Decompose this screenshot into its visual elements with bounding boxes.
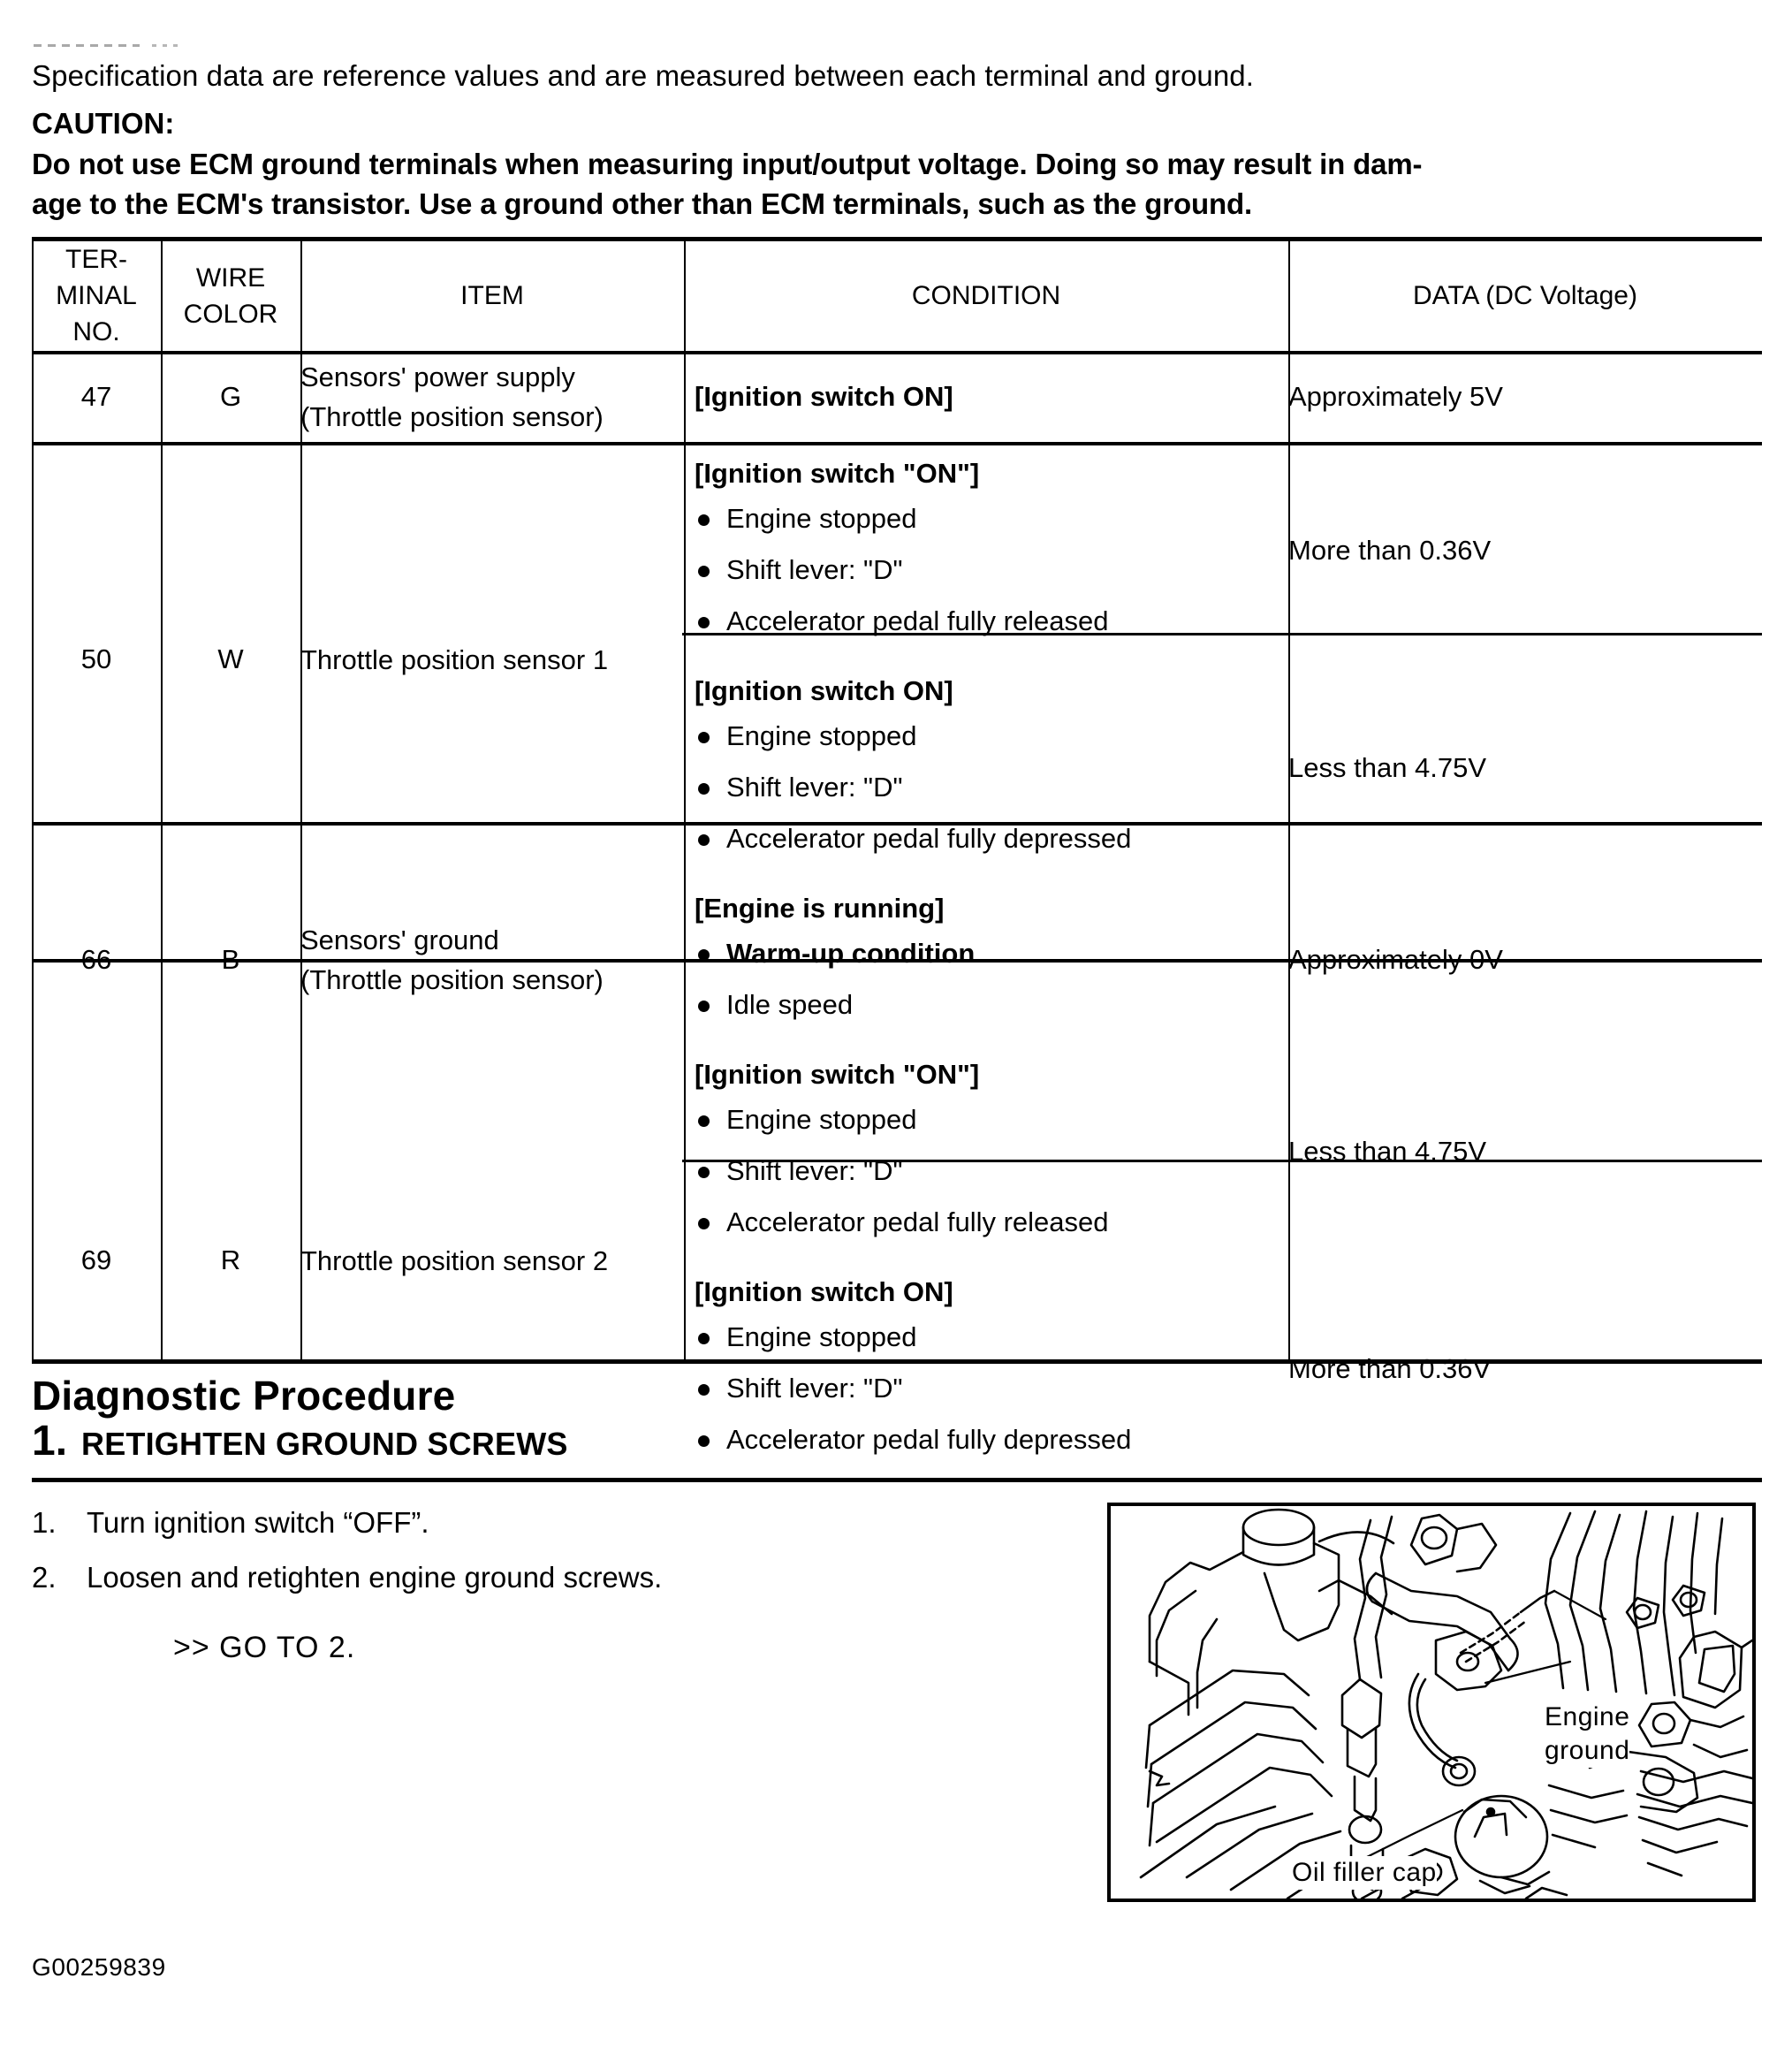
condition-bullet: Accelerator pedal fully depressed bbox=[684, 813, 1288, 864]
header-terminal-no-line3: NO. bbox=[72, 317, 120, 346]
condition-bullet-list bbox=[684, 493, 1288, 647]
table-row bbox=[32, 877, 1762, 1043]
condition-heading: [Ignition switch ON] bbox=[695, 380, 953, 412]
condition-block bbox=[684, 442, 1288, 659]
header-wire-color bbox=[161, 240, 300, 351]
cell-item bbox=[300, 351, 684, 442]
cell-data: Less than 4.75V bbox=[1288, 752, 1487, 783]
condition-bullet: Engine stopped bbox=[684, 1094, 1288, 1145]
header-wire-color-line1: WIRE bbox=[195, 263, 266, 293]
procedure-step-list bbox=[32, 1495, 1048, 1605]
caution-line-2: age to the ECM's transistor. Use a ground other than ECM terminals, such as the ground. bbox=[32, 187, 1253, 220]
intro-text: Specification data are reference values and are measured between each terminal and ground. bbox=[32, 59, 1255, 92]
cell-item bbox=[300, 442, 684, 877]
condition-bullet: Shift lever: "D" bbox=[684, 1363, 1288, 1414]
cell-data: More than 0.36V bbox=[1288, 1353, 1492, 1384]
figure-label-engine-ground-line1: Engine bbox=[1545, 1702, 1630, 1731]
condition-bullet: Warm-up condition bbox=[684, 928, 1288, 979]
procedure-step bbox=[32, 1495, 1048, 1550]
cell-condition bbox=[684, 1260, 1288, 1478]
condition-bullet: Accelerator pedal fully released bbox=[684, 596, 1288, 647]
table-row bbox=[32, 442, 1762, 659]
cell-condition bbox=[684, 1043, 1288, 1260]
scan-artifact bbox=[34, 44, 140, 47]
condition-bullet: Engine stopped bbox=[684, 1312, 1288, 1363]
condition-bullet-list bbox=[684, 1312, 1288, 1465]
figure-label-engine-ground-line2: ground bbox=[1545, 1736, 1630, 1765]
cell-condition bbox=[684, 351, 1288, 442]
cell-data: Less than 4.75V bbox=[1288, 1136, 1487, 1167]
table-header bbox=[32, 240, 1762, 351]
cell-data: Approximately 0V bbox=[1288, 944, 1503, 975]
cell-data: More than 0.36V bbox=[1288, 535, 1492, 566]
procedure-step-text: Turn ignition switch “OFF”. bbox=[87, 1506, 429, 1539]
scan-artifact-secondary bbox=[152, 44, 182, 47]
caution-body bbox=[32, 144, 1777, 224]
procedure-step bbox=[32, 1550, 1048, 1605]
condition-heading: [Engine is running] bbox=[695, 893, 945, 924]
condition-heading: [Ignition switch "ON"] bbox=[695, 1059, 980, 1090]
header-condition: CONDITION bbox=[911, 281, 1061, 310]
cell-terminal-no: 47 bbox=[80, 380, 112, 412]
step-number: 1. bbox=[32, 1418, 68, 1465]
step-title: RETIGHTEN GROUND SCREWS bbox=[81, 1426, 568, 1462]
cell-terminal-no: 50 bbox=[80, 643, 112, 674]
cell-wire-color: W bbox=[217, 643, 244, 674]
condition-bullet: Idle speed bbox=[684, 979, 1288, 1031]
cell-data: Approximately 5V bbox=[1288, 380, 1503, 412]
caution-label: CAUTION: bbox=[32, 107, 175, 140]
condition-bullet: Accelerator pedal fully released bbox=[684, 1197, 1288, 1248]
header-wire-color-line2: COLOR bbox=[183, 299, 278, 329]
table-row bbox=[32, 1043, 1762, 1260]
step-underline bbox=[32, 1478, 1762, 1482]
diagnostic-procedure-title: Diagnostic Procedure bbox=[32, 1373, 456, 1419]
condition-bullet-list bbox=[684, 928, 1288, 1031]
figure-label-engine-ground bbox=[1545, 1701, 1629, 1768]
document-code: G00259839 bbox=[32, 1953, 166, 1981]
cell-item-line1: Sensors' power supply bbox=[300, 361, 575, 392]
table-row bbox=[32, 351, 1762, 442]
cell-wire-color: B bbox=[221, 944, 240, 975]
cell-item-line1: Throttle position sensor 1 bbox=[300, 643, 609, 675]
condition-bullet: Shift lever: "D" bbox=[684, 1145, 1288, 1197]
engine-ground-figure bbox=[1107, 1503, 1756, 1902]
cell-item-line2: (Throttle position sensor) bbox=[300, 400, 604, 432]
cell-condition bbox=[684, 659, 1288, 877]
condition-heading: [Ignition switch "ON"] bbox=[695, 458, 980, 489]
header-data: DATA (DC Voltage) bbox=[1413, 281, 1637, 310]
caution-line-1: Do not use ECM ground terminals when measuring input/output voltage. Doing so may result in dam- bbox=[32, 148, 1423, 180]
goto-instruction: >> GO TO 2. bbox=[173, 1631, 356, 1664]
cell-item-line2: (Throttle position sensor) bbox=[300, 964, 604, 995]
table-header-row bbox=[32, 240, 1762, 351]
condition-bullet: Accelerator pedal fully depressed bbox=[684, 1414, 1288, 1465]
condition-heading: [Ignition switch ON] bbox=[695, 675, 953, 706]
condition-block bbox=[684, 1043, 1288, 1260]
condition-bullet: Engine stopped bbox=[684, 493, 1288, 544]
condition-bullet: Shift lever: "D" bbox=[684, 762, 1288, 813]
cell-terminal-no: 69 bbox=[80, 1244, 112, 1275]
figure-label-oil-filler-cap: Oil filler cap bbox=[1292, 1856, 1437, 1890]
cell-terminal-no: 66 bbox=[80, 944, 112, 975]
procedure-step-number: 2. bbox=[32, 1561, 57, 1594]
procedure-step-text: Loosen and retighten engine ground screws. bbox=[87, 1561, 663, 1594]
condition-block bbox=[684, 1260, 1288, 1478]
condition-heading: [Ignition switch ON] bbox=[695, 1276, 953, 1307]
condition-block bbox=[684, 659, 1288, 877]
cell-item bbox=[300, 877, 684, 1043]
header-terminal-no bbox=[32, 240, 161, 351]
condition-bullet-list bbox=[684, 1094, 1288, 1248]
condition-bullet-list bbox=[684, 711, 1288, 864]
cell-wire-color: G bbox=[219, 380, 242, 412]
cell-condition bbox=[684, 877, 1288, 1043]
condition-bullet: Engine stopped bbox=[684, 711, 1288, 762]
engine-bay-line-drawing bbox=[1111, 1506, 1752, 1899]
header-terminal-no-line2: MINAL bbox=[56, 281, 137, 310]
table-body bbox=[32, 351, 1762, 1478]
cell-wire-color: R bbox=[220, 1244, 241, 1275]
procedure-step-number: 1. bbox=[32, 1506, 57, 1539]
specification-table bbox=[32, 240, 1762, 1478]
cell-item-line1: Throttle position sensor 2 bbox=[300, 1244, 609, 1276]
header-item: ITEM bbox=[460, 281, 524, 310]
cell-item-line1: Sensors' ground bbox=[300, 925, 499, 955]
condition-bullet: Shift lever: "D" bbox=[684, 544, 1288, 596]
cell-condition bbox=[684, 442, 1288, 659]
header-terminal-no-line1: TER- bbox=[65, 245, 127, 274]
condition-block bbox=[684, 877, 1288, 1043]
